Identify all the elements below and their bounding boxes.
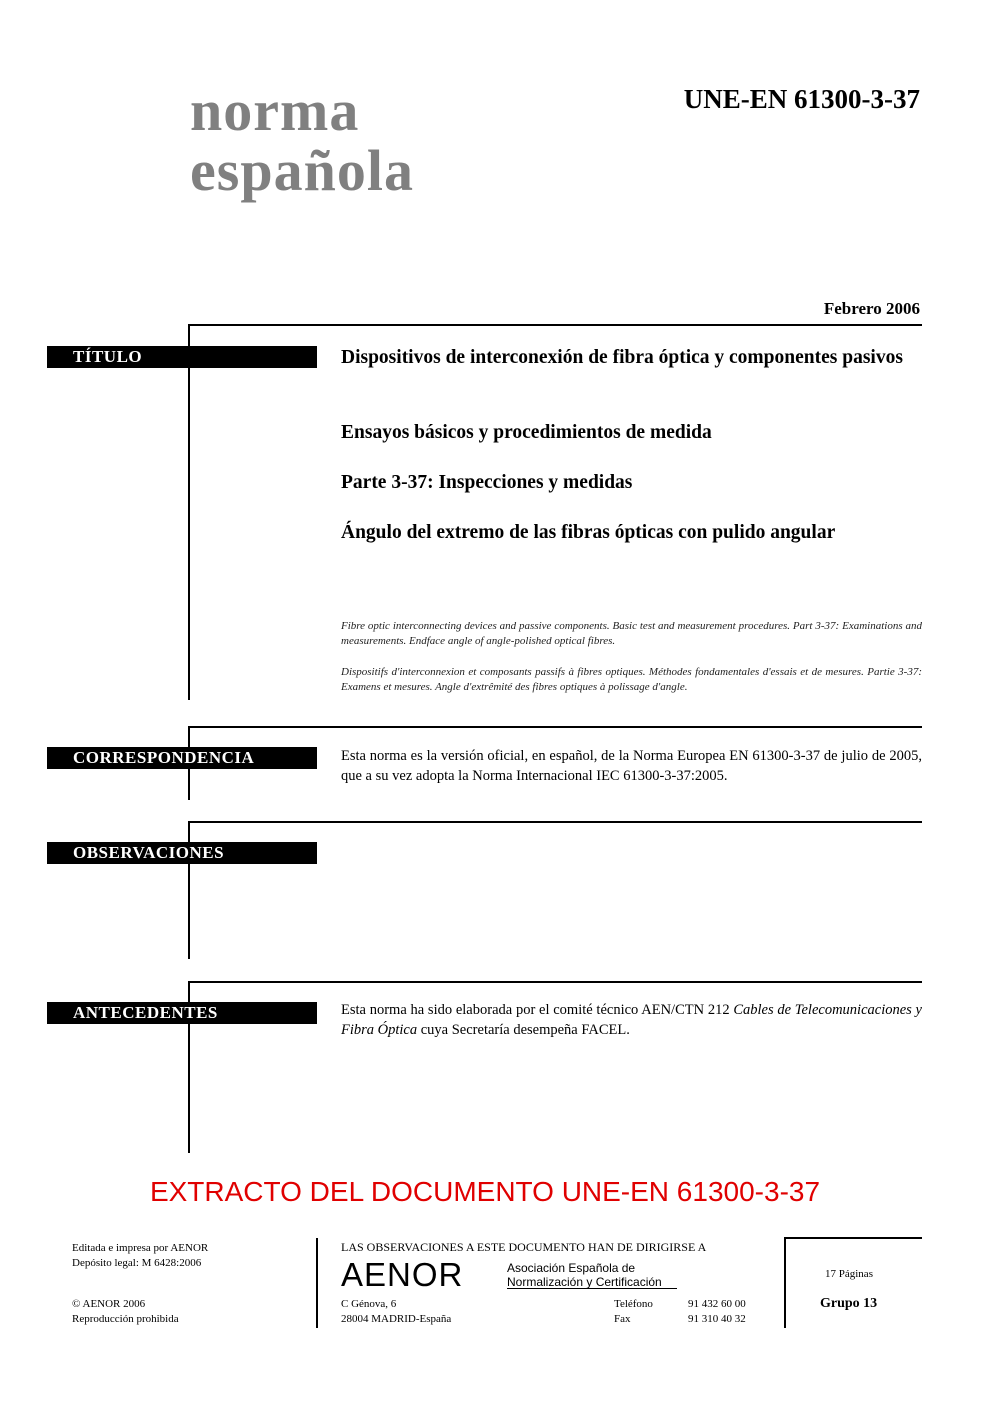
org-line-1: Asociación Española de xyxy=(507,1261,636,1275)
footer-address-2: 28004 MADRID-España xyxy=(341,1313,452,1325)
section-divider-correspondencia xyxy=(190,726,922,728)
section-label-correspondencia: CORRESPONDENCIA xyxy=(47,747,317,769)
footer-group: Grupo 13 xyxy=(820,1296,878,1311)
org-line-2: Normalización y Certificación xyxy=(507,1275,662,1289)
footer-phone-label: Teléfono xyxy=(614,1298,653,1310)
footer-edited: Editada e impresa por AENOR xyxy=(72,1242,209,1254)
footer-phone: 91 432 60 00 xyxy=(688,1298,746,1310)
footer-divider-left xyxy=(316,1238,318,1328)
aenor-org-name xyxy=(507,1261,662,1289)
extract-notice: EXTRACTO DEL DOCUMENTO UNE-EN 61300-3-37 xyxy=(149,1176,821,1207)
publication-date: Febrero 2006 xyxy=(823,299,920,318)
footer-deposit: Depósito legal: M 6428:2006 xyxy=(72,1257,202,1269)
footer-fax-label: Fax xyxy=(614,1313,631,1325)
footer-box-top xyxy=(784,1237,922,1239)
title-english: Fibre optic interconnecting devices and passive components. Basic test and measurement procedures. Part 3-37: Examinations and measurements. Endface angle of angle-polished optical fibres. xyxy=(341,620,922,647)
document-code: UNE-EN 61300-3-37 xyxy=(683,84,920,114)
footer-reproduction: Reproducción prohibida xyxy=(72,1313,179,1325)
title-french: Dispositifs d'interconnexion et composants passifs à fibres optiques. Méthodes fondamentales d'essais et de mesures. Partie 3-37: Examens et mesures. Angle d'extrêmité des fibres optiques à polissage d'angle. xyxy=(341,666,922,693)
section-label-antecedentes: ANTECEDENTES xyxy=(47,1002,317,1024)
footer-obs-notice: LAS OBSERVACIONES A ESTE DOCUMENTO HAN DE DIRIGIRSE A xyxy=(341,1240,707,1254)
footer-fax: 91 310 40 32 xyxy=(688,1313,746,1325)
title-line-3: Parte 3-37: Inspecciones y medidas xyxy=(341,472,633,493)
section-divider-antecedentes xyxy=(190,981,922,983)
footer-copyright: © AENOR 2006 xyxy=(72,1298,146,1310)
section-divider-observaciones xyxy=(190,821,922,823)
antecedentes-text xyxy=(341,1000,922,1040)
section-divider-titulo xyxy=(190,324,922,326)
antecedentes-text-end: cuya Secretaría desempeña FACEL. xyxy=(417,1022,630,1038)
footer-pages: 17 Páginas xyxy=(825,1268,873,1280)
brand-line-espanola: española xyxy=(190,138,414,203)
section-label-titulo: TÍTULO xyxy=(47,346,317,368)
title-line-2: Ensayos básicos y procedimientos de medida xyxy=(341,422,712,443)
section-rule-titulo xyxy=(188,324,190,700)
aenor-logo: AENOR xyxy=(341,1256,464,1293)
title-line-4: Ángulo del extremo de las fibras ópticas con pulido angular xyxy=(341,522,836,543)
correspondencia-text: Esta norma es la versión oficial, en español, de la Norma Europea EN 61300-3-37 de julio de 2005, que a su vez adopta la Norma Internacional IEC 61300-3-37:2005. xyxy=(341,748,922,784)
footer-address-1: C Génova, 6 xyxy=(341,1298,397,1310)
antecedentes-text-start: Esta norma ha sido elaborada por el comité técnico AEN/CTN 212 xyxy=(341,1002,734,1018)
section-label-observaciones: OBSERVACIONES xyxy=(47,842,317,864)
committee-name: Cables de Telecomunicaciones y Fibra Óptica xyxy=(341,1002,922,1038)
brand-line-norma: norma xyxy=(190,78,360,143)
title-line-1: Dispositivos de interconexión de fibra óptica y componentes pasivos xyxy=(341,347,903,368)
footer-box-left xyxy=(784,1237,786,1328)
